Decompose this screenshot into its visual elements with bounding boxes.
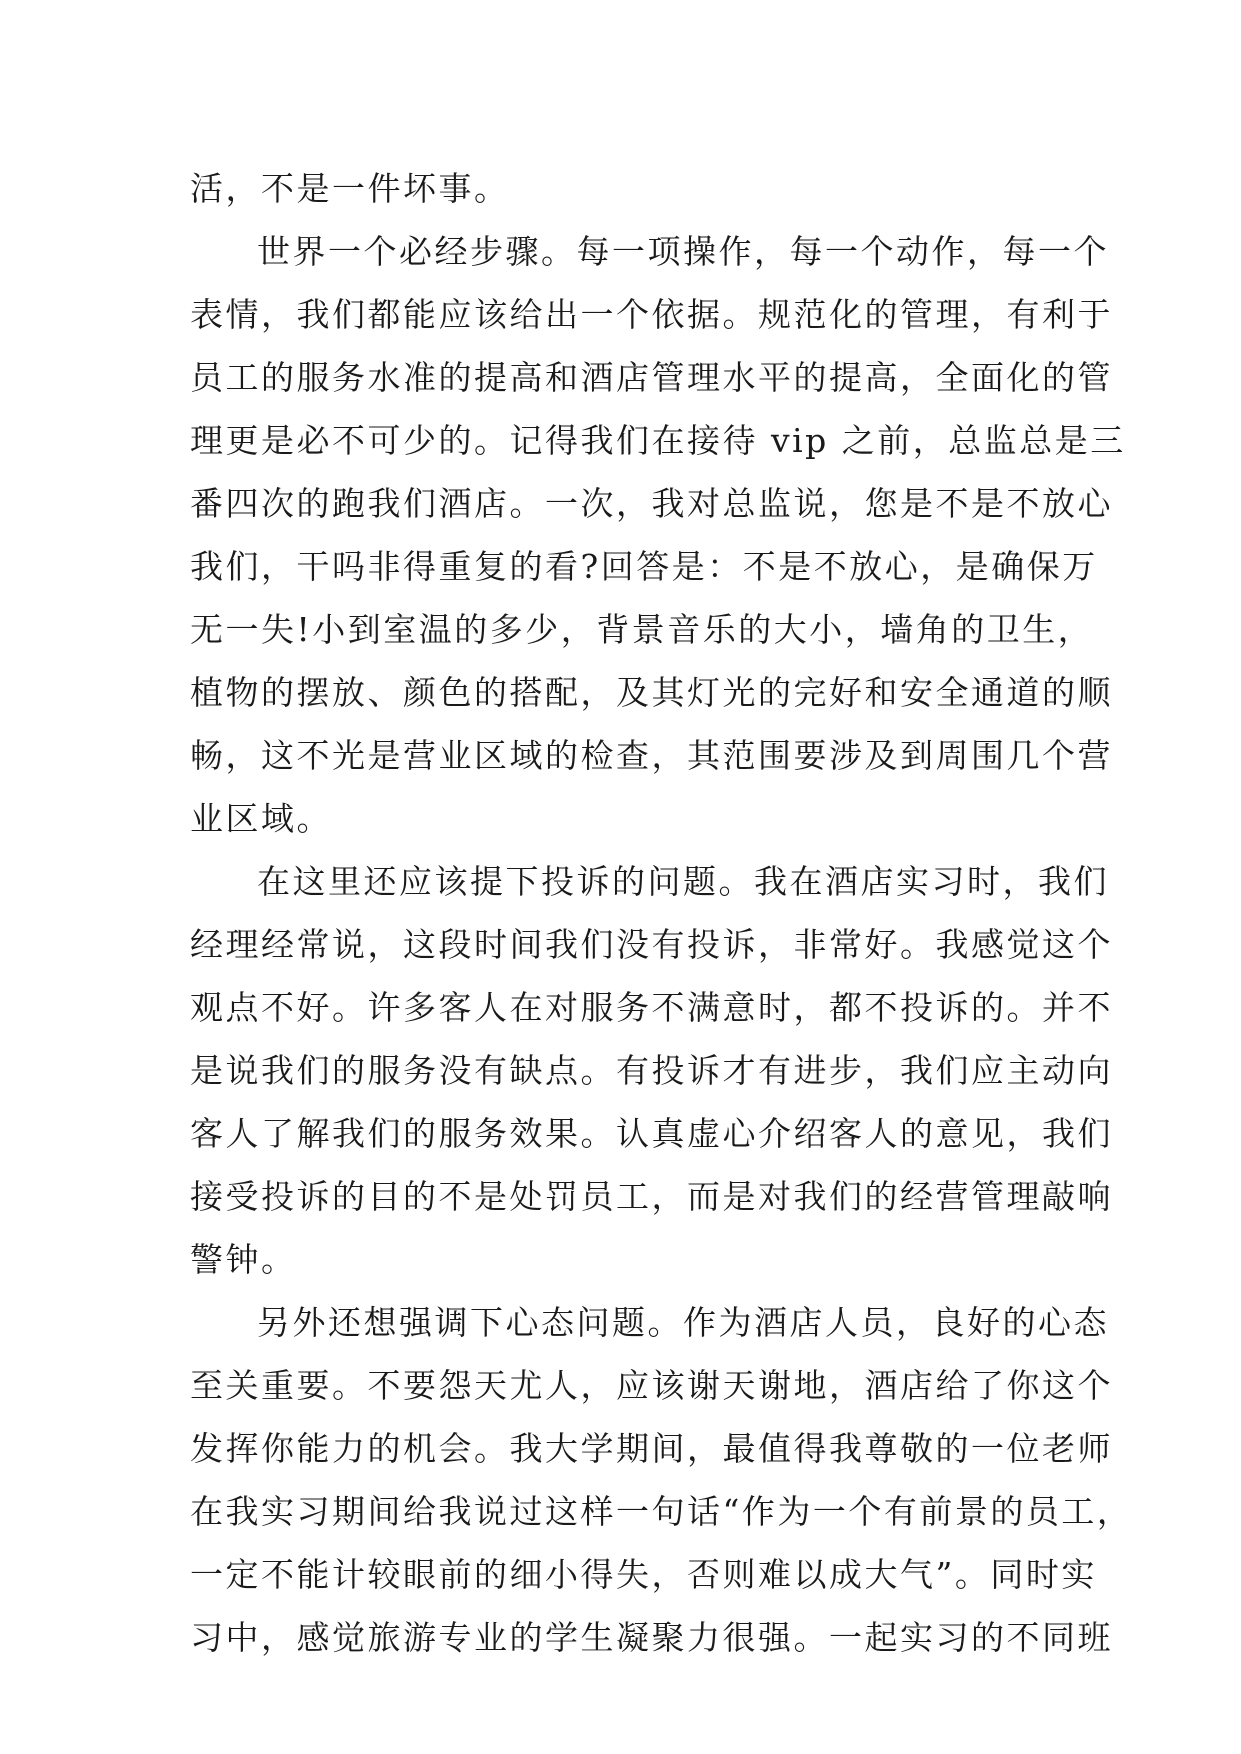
text-line: 在这里还应该提下投诉的问题。我在酒店实习时，我们	[257, 862, 1109, 901]
text-line: 畅，这不光是营业区域的检查，其范围要涉及到周围几个营	[190, 736, 1113, 775]
text-line: 活，不是一件坏事。	[190, 169, 510, 208]
text-line: 表情，我们都能应该给出一个依据。规范化的管理，有利于	[190, 295, 1113, 334]
text-line: 员工的服务水准的提高和酒店管理水平的提高，全面化的管	[190, 358, 1113, 397]
document-body	[190, 157, 1133, 1669]
text-line: 番四次的跑我们酒店。一次，我对总监说，您是不是不放心	[190, 484, 1113, 523]
text-line: 理更是必不可少的。记得我们在接待 vip 之前，总监总是三	[190, 421, 1126, 460]
paragraph-4	[190, 1291, 1133, 1669]
text-line: 无一失!小到室温的多少，背景音乐的大小，墙角的卫生，	[190, 610, 1094, 649]
text-line: 发挥你能力的机会。我大学期间，最值得我尊敬的一位老师	[190, 1429, 1113, 1468]
text-line: 业区域。	[190, 799, 332, 838]
paragraph-1	[190, 157, 1062, 220]
text-line: 观点不好。许多客人在对服务不满意时，都不投诉的。并不	[190, 988, 1113, 1027]
text-line: 经理经常说，这段时间我们没有投诉，非常好。我感觉这个	[190, 925, 1113, 964]
paragraph-3	[190, 850, 1113, 1291]
text-line: 习中，感觉旅游专业的学生凝聚力很强。一起实习的不同班	[190, 1618, 1113, 1657]
text-line: 世界一个必经步骤。每一项操作，每一个动作，每一个	[257, 232, 1109, 271]
text-line: 另外还想强调下心态问题。作为酒店人员，良好的心态	[257, 1303, 1109, 1342]
text-line: 接受投诉的目的不是处罚员工，而是对我们的经营管理敲响	[190, 1177, 1113, 1216]
text-line: 是说我们的服务没有缺点。有投诉才有进步，我们应主动向	[190, 1051, 1113, 1090]
paragraph-2	[190, 220, 1126, 850]
text-line: 在我实习期间给我说过这样一句话“作为一个有前景的员工，	[190, 1492, 1133, 1531]
text-line: 警钟。	[190, 1240, 297, 1279]
text-line: 客人了解我们的服务效果。认真虚心介绍客人的意见，我们	[190, 1114, 1113, 1153]
text-line: 我们，干吗非得重复的看?回答是：不是不放心，是确保万	[190, 547, 1098, 586]
text-line: 至关重要。不要怨天尤人，应该谢天谢地，酒店给了你这个	[190, 1366, 1113, 1405]
text-line: 植物的摆放、颜色的搭配，及其灯光的完好和安全通道的顺	[190, 673, 1113, 712]
text-line: 一定不能计较眼前的细小得失，否则难以成大气”。同时实	[190, 1555, 1097, 1594]
